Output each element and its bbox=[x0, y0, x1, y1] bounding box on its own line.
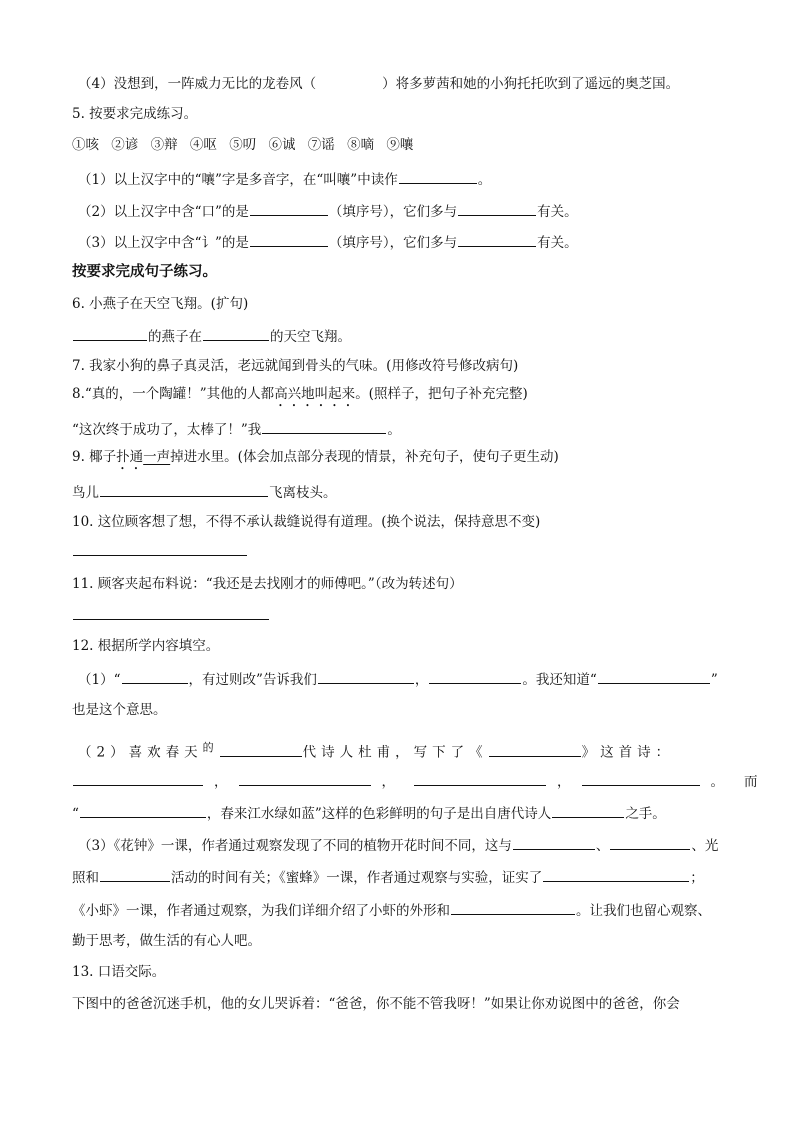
q4-line bbox=[78, 74, 734, 94]
q10-blank[interactable] bbox=[73, 540, 247, 556]
q12-p3-cont1 bbox=[72, 866, 734, 888]
char-item: ⑨嚷 bbox=[386, 137, 414, 153]
q9-title bbox=[72, 447, 734, 473]
q8-answer-pre: “这次终于成功了，太棒了！”我 bbox=[72, 422, 262, 438]
q12-p2-text: 之手。 bbox=[625, 806, 666, 822]
q12-p1-text: 。我还知道“ bbox=[522, 672, 597, 688]
char-item: ②谚 bbox=[111, 137, 139, 153]
q12-p3-text: 。让我们也留心观察、 bbox=[576, 903, 711, 919]
q12-p2-poem bbox=[72, 770, 758, 792]
q12-p3-text: 活动的时间有关；《蜜蜂》一课，作者通过观察与实验，证实了 bbox=[171, 870, 543, 886]
q12-p2 bbox=[78, 738, 734, 763]
q5-sub1 bbox=[78, 168, 734, 190]
q12-p3-blank-e[interactable] bbox=[451, 899, 575, 915]
q9-answer bbox=[72, 481, 734, 503]
q6-answer-mid: 的燕子在 bbox=[148, 329, 202, 345]
q5-sub1-end: 。 bbox=[477, 172, 492, 188]
q9-text-post: 掉进水里。(体会加点部分表现的情景，补充句子，使句子更生动) bbox=[170, 449, 559, 465]
q12-p3 bbox=[78, 834, 734, 856]
q10-title: 10. 这位顾客想了想，不得不承认裁缝说得有道理。(换个说法，保持意思不变) bbox=[72, 514, 541, 530]
q10-answer bbox=[72, 540, 734, 562]
poem-blank-1[interactable] bbox=[73, 770, 203, 786]
q5-sub1-text: （1）以上汉字中的“嚷”字是多音字，在“叫嚷”中读作 bbox=[78, 172, 398, 188]
q5-sub2-mid: （填序号），它们多与 bbox=[328, 204, 458, 220]
q6-answer-end: 的天空飞翔。 bbox=[270, 329, 351, 345]
q6-blank-a[interactable] bbox=[73, 325, 147, 341]
poem-blank-4[interactable] bbox=[582, 770, 700, 786]
q12-p1-blank-d[interactable] bbox=[598, 668, 710, 684]
q12-p2-blank-c[interactable] bbox=[80, 802, 206, 818]
q12-p2-text: 》这首诗： bbox=[581, 744, 675, 761]
q7-title: 7. 我家小狗的鼻子真灵活，老远就闻到骨头的气味。(用修改符号修改病句) bbox=[72, 358, 519, 374]
q5-title: 5. 按要求完成练习。 bbox=[72, 106, 198, 122]
q8-dotted-text: 高兴地叫起来 bbox=[274, 386, 356, 402]
q5-sub3-blank-a[interactable] bbox=[250, 231, 328, 247]
q12-p1-text: （1）“ bbox=[78, 672, 121, 688]
char-item: ⑧嘀 bbox=[347, 137, 375, 153]
q12-p2-blank-b[interactable] bbox=[489, 741, 581, 757]
q12-p3-text: （3）《花钟》一课，作者通过观察发现了不同的植物开花时间不同，这与 bbox=[78, 838, 512, 854]
q6-answer bbox=[72, 325, 734, 347]
q12-p1-blank-b[interactable] bbox=[318, 668, 414, 684]
q13-text: 下图中的爸爸沉迷手机，他的女儿哭诉着：“爸爸，你不能不管我呀！”如果让你劝说图中的爸爸，你会 bbox=[72, 996, 680, 1012]
char-item: ①咳 bbox=[72, 137, 99, 153]
poem-blank-3[interactable] bbox=[414, 770, 546, 786]
q5-sub2-text: （2）以上汉字中含“口”的是 bbox=[78, 204, 249, 220]
q12-title: 12. 根据所学内容填空。 bbox=[72, 638, 220, 654]
q11-blank[interactable] bbox=[73, 604, 269, 620]
char-item: ④呕 bbox=[189, 137, 217, 153]
q4-text-post: ）将多萝茜和她的小狗托托吹到了遥远的奥芝国。 bbox=[382, 76, 680, 92]
q5-sub3-blank-b[interactable] bbox=[458, 231, 536, 247]
q8-blank[interactable] bbox=[262, 418, 386, 434]
q12-p3-blank-a[interactable] bbox=[513, 834, 595, 850]
q12-p3-blank-c[interactable] bbox=[100, 866, 170, 882]
q12-p1-blank-c[interactable] bbox=[429, 668, 521, 684]
poem-comma: ， bbox=[381, 774, 395, 790]
q9-answer-pre: 鸟儿 bbox=[72, 485, 99, 501]
q12-p2-text: “ bbox=[72, 806, 79, 822]
q12-p1-text: ，有过则改”告诉我们 bbox=[188, 672, 317, 688]
q5-sub2-blank-a[interactable] bbox=[250, 200, 328, 216]
q8-title bbox=[72, 384, 734, 410]
q5-char-list bbox=[72, 135, 734, 155]
q8-text-post: 。(照样子，把句子补充完整) bbox=[355, 386, 528, 402]
q12-p1-blank-a[interactable] bbox=[122, 668, 188, 684]
q12-p3-text: 、 bbox=[595, 838, 610, 854]
q12-p2-text: ，春来江水绿如蓝”这样的色彩鲜明的句子是出自唐代诗人 bbox=[206, 806, 552, 822]
poem-period: 。 bbox=[710, 774, 724, 790]
q5-sub3-mid: （填序号），它们多与 bbox=[328, 235, 458, 251]
poem-comma: ， bbox=[214, 774, 228, 790]
q12-p3-cont3: 勤于思考，做生活的有心人吧。 bbox=[72, 933, 261, 949]
q4-text-pre: （4）没想到，一阵威力无比的龙卷风（ bbox=[78, 76, 317, 92]
q9-dotted-text: 扑通 bbox=[116, 449, 144, 465]
q8-answer bbox=[72, 418, 734, 440]
q12-p1-cont: 也是这个意思。 bbox=[72, 702, 167, 718]
q12-p3-text: 、光 bbox=[691, 838, 719, 854]
q12-p3-text: 照和 bbox=[72, 870, 99, 886]
poem-er: 而 bbox=[744, 774, 758, 790]
q5-sub2 bbox=[78, 200, 734, 222]
q8-text-pre: 8.“真的，一个陶罐！”其他的人都 bbox=[72, 386, 275, 402]
poem-blank-2[interactable] bbox=[239, 770, 371, 786]
q12-p3-cont2 bbox=[72, 899, 734, 921]
char-item: ③辩 bbox=[150, 137, 178, 153]
q12-p1-text: ” bbox=[710, 672, 718, 688]
q11-title: 11. 顾客夹起布料说：“我还是去找刚才的师傅吧。”（改为转述句） bbox=[72, 576, 463, 592]
char-item: ⑦谣 bbox=[307, 137, 335, 153]
q12-p1-text: ， bbox=[414, 672, 429, 688]
q12-p2-blank-a[interactable] bbox=[220, 741, 302, 757]
q12-p2-blank-d[interactable] bbox=[552, 802, 624, 818]
q12-p3-blank-b[interactable] bbox=[610, 834, 690, 850]
q12-p2-text: 代诗人杜甫，写下了《 bbox=[302, 744, 488, 761]
q6-blank-b[interactable] bbox=[203, 325, 269, 341]
q9-underlined-text: 一声 bbox=[143, 449, 171, 465]
q12-p3-text: 《小虾》一课，作者通过观察，为我们详细介绍了小虾的外形和 bbox=[72, 903, 450, 919]
q12-p3-text: ； bbox=[690, 870, 704, 886]
q5-sub3-text: （3）以上汉字中含“讠”的是 bbox=[78, 235, 249, 251]
q13-title: 13. 口语交际。 bbox=[72, 964, 166, 980]
char-item: ⑥诚 bbox=[268, 137, 296, 153]
q9-blank[interactable] bbox=[100, 481, 268, 497]
q12-p2-cont bbox=[72, 802, 734, 824]
q5-sub2-end: 有关。 bbox=[537, 204, 578, 220]
q6-title: 6. 小燕子在天空飞翔。(扩句) bbox=[72, 296, 249, 312]
q9-answer-end: 飞离枝头。 bbox=[269, 485, 337, 501]
poem-comma: ， bbox=[557, 774, 571, 790]
q5-sub3-end: 有关。 bbox=[537, 235, 578, 251]
char-item: ⑤叨 bbox=[229, 137, 257, 153]
q5-sub3 bbox=[78, 231, 734, 253]
section-heading: 按要求完成句子练习。 bbox=[72, 264, 217, 280]
q8-answer-end: 。 bbox=[387, 422, 401, 438]
q12-p2-text: （2）喜欢春天 bbox=[78, 744, 203, 761]
q5-sub1-blank[interactable] bbox=[399, 168, 477, 184]
q9-text-pre: 9. 椰子 bbox=[72, 449, 117, 465]
q11-answer bbox=[72, 604, 734, 626]
q12-p3-blank-d[interactable] bbox=[543, 866, 689, 882]
q12-p1 bbox=[78, 668, 734, 690]
q12-p2-text: 的 bbox=[202, 741, 219, 754]
q5-sub2-blank-b[interactable] bbox=[458, 200, 536, 216]
